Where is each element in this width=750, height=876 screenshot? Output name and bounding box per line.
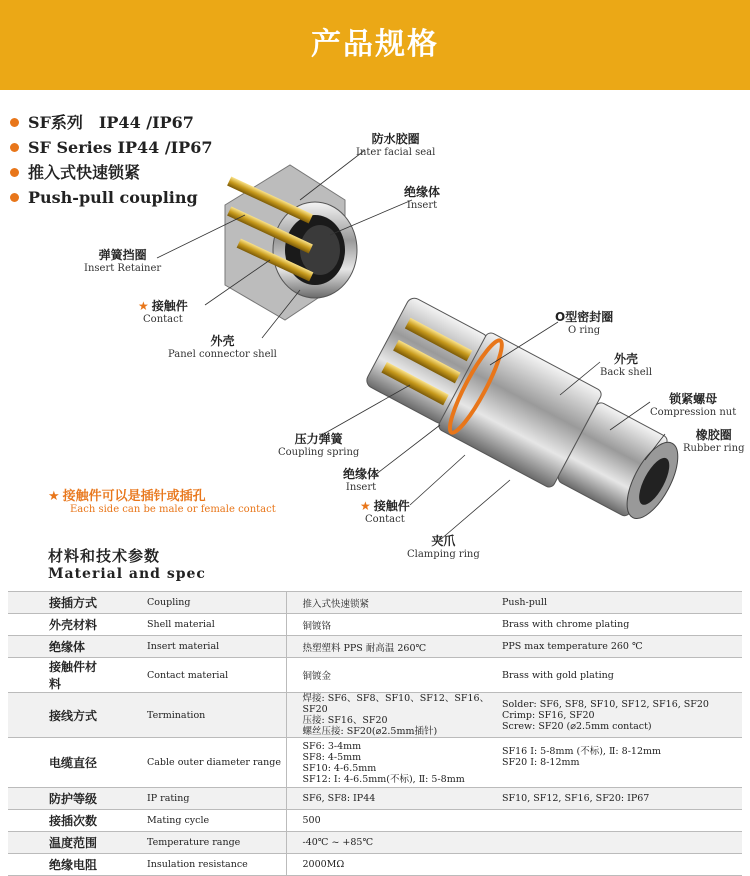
table-row: 接插方式 Coupling 推入式快速锁紧 Push-pull [8, 592, 742, 614]
contact-note: ★ 接触件可以是插针或插孔 Each side can be male or female contact [48, 489, 276, 515]
table-row: 接线方式 Termination 焊接: SF6、SF8、SF10、SF12、SF16、SF20 压接: SF16、SF20 螺丝压接: SF20(⌀2.5mm插针) Solder: SF6, SF8, SF10, SF12, SF16, SF20 Crimp: SF16, SF20 Screw: SF20 (⌀2.5mm contact) [8, 693, 742, 738]
callout-nut: 锁紧螺母 Compression nut [650, 392, 737, 418]
callout-insert-panel: 绝缘体 Insert [404, 185, 441, 211]
table-row: 电缆直径 Cable outer diameter range SF6: 3-4mm SF8: 4-5mm SF10: 4-6.5mm SF12: Ⅰ: 4-6.5mm(不标), Ⅱ: 5-8mm SF16 Ⅰ: 5-8mm (不标), Ⅱ: 8-12mm SF20 Ⅰ: 8-12mm [8, 738, 742, 788]
spec-table [8, 591, 742, 876]
table-row: 温度范围 Temperature range -40℃ ~ +85℃ [8, 832, 742, 854]
callout-rubber: 橡胶圈 Rubber ring [683, 428, 745, 454]
callout-contact-panel: ★ 接触件 Contact [138, 299, 188, 325]
table-row: 防护等级 IP rating SF6, SF8: IP44 SF10, SF12, SF16, SF20: IP67 [8, 788, 742, 810]
callout-clamp: 夹爪 Clamping ring [407, 534, 480, 560]
feature-item: 推入式快速锁紧 [10, 160, 212, 185]
material-section-title: 材料和技术参数 Material and spec [48, 547, 206, 582]
feature-item: SF系列 IP44 /IP67 [10, 110, 212, 135]
feature-item: SF Series IP44 /IP67 [10, 135, 212, 160]
callout-retainer: 弹簧挡圈 Insert Retainer [84, 248, 162, 274]
table-row: 绝缘体 Insert material 热塑塑料 PPS 耐高温 260℃ PPS max temperature 260 ℃ [8, 636, 742, 658]
table-row: 接插次数 Mating cycle 500 [8, 810, 742, 832]
panel-connector-image [225, 165, 357, 320]
callout-panel-shell: 外壳 Panel connector shell [168, 334, 277, 360]
star-icon: ★ [48, 489, 60, 504]
callout-back-shell: 外壳 Back shell [600, 352, 653, 378]
cable-connector-image [362, 291, 694, 537]
callout-spring: 压力弹簧 Coupling spring [278, 432, 360, 458]
star-icon: ★ [360, 499, 371, 513]
table-row: 绝缘电阻 Insulation resistance 2000MΩ [8, 854, 742, 876]
callout-contact-cable: ★ 接触件 Contact [360, 499, 410, 525]
callout-oring: O型密封圈 O ring [555, 310, 614, 336]
star-icon: ★ [138, 299, 149, 313]
feature-item: Push-pull coupling [10, 185, 212, 210]
page-title: 产品规格 [311, 27, 439, 62]
table-row: 接触件材料 Contact material 铜镀金 Brass with gold plating [8, 658, 742, 693]
callout-seal: 防水胶圈 Inter facial seal [356, 132, 436, 158]
callout-insert-cable: 绝缘体 Insert [343, 467, 380, 493]
table-row: 外壳材料 Shell material 铜镀铬 Brass with chrome plating [8, 614, 742, 636]
